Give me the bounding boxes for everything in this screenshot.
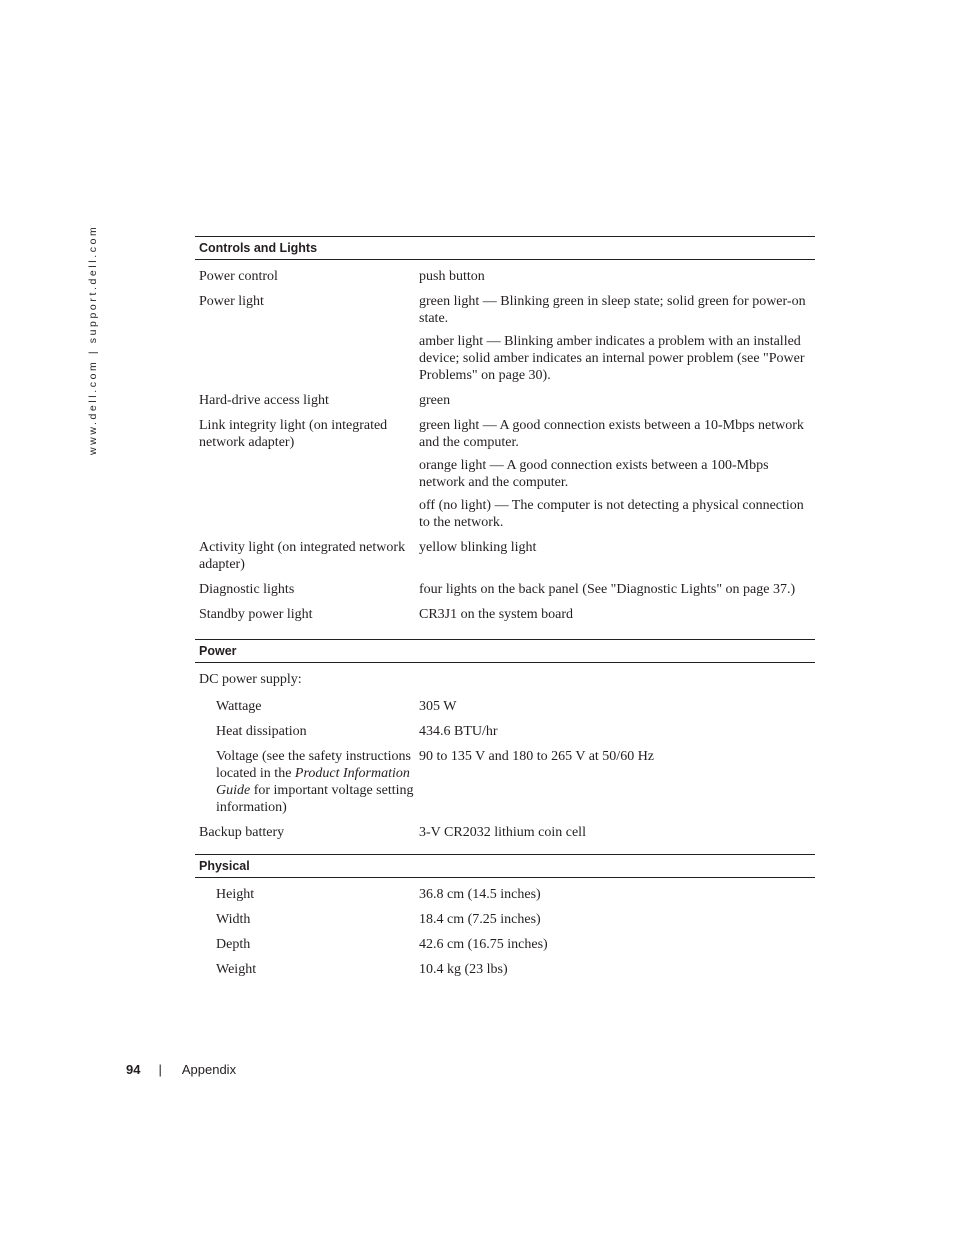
spec-label: Height [216, 887, 255, 902]
spec-label: Backup battery [199, 825, 285, 840]
spec-label: Width [216, 912, 251, 927]
spec-value: green light — A good connection exists between a 10-Mbps network and the computer. orange light — A good connection exists between a 100-Mbps network and the computer. off (no light) — The computer is not detecting a physical connection to the network. [419, 418, 804, 530]
footer-separator: | [158, 1062, 162, 1077]
section-title: Controls and Lights [195, 236, 815, 260]
table-row [195, 698, 815, 715]
spec-label: Depth [216, 937, 251, 952]
spec-label: Weight [216, 962, 257, 977]
table-row [195, 293, 815, 384]
table-row [195, 936, 815, 953]
spec-value: four lights on the back panel (See "Diagnostic Lights" on page 37.) [419, 582, 796, 597]
section-title: Physical [195, 854, 815, 878]
spec-label: Power control [199, 269, 278, 284]
spec-value: 18.4 cm (7.25 inches) [419, 912, 541, 927]
table-row [195, 417, 815, 531]
controls-and-lights-section [195, 236, 815, 623]
spec-label: Heat dissipation [216, 724, 307, 739]
table-row [195, 961, 815, 978]
power-section [195, 639, 815, 841]
page-footer [126, 1062, 236, 1077]
spec-value: green [419, 393, 451, 408]
spec-value: 10.4 kg (23 lbs) [419, 962, 508, 977]
side-url: www.dell.com | support.dell.com [87, 224, 99, 456]
spec-value: yellow blinking light [419, 540, 537, 555]
table-row [195, 886, 815, 903]
spec-value [419, 671, 815, 688]
table-row [195, 748, 815, 816]
spec-value: 3-V CR2032 lithium coin cell [419, 825, 586, 840]
spec-value: 305 W [419, 699, 457, 714]
spec-label: Standby power light [199, 607, 313, 622]
spec-label: Hard-drive access light [199, 393, 329, 408]
spec-value: 90 to 135 V and 180 to 265 V at 50/60 Hz [419, 749, 655, 764]
spec-value: 36.8 cm (14.5 inches) [419, 887, 541, 902]
table-row [195, 268, 815, 285]
table-row [195, 824, 815, 841]
spec-label: Power light [199, 294, 264, 309]
spec-label: DC power supply: [199, 672, 302, 687]
spec-value: green light — Blinking green in sleep state; solid green for power-on state. amber light — Blinking amber indicates a problem with an installed device; solid amber indicates an internal power problem (see "Power Problems" on page 30). [419, 294, 806, 383]
spec-value: 434.6 BTU/hr [419, 724, 498, 739]
table-row [195, 392, 815, 409]
spec-label: Voltage (see the safety instructions located in the Product Information Guide for important voltage setting information) [216, 749, 414, 815]
spec-value: push button [419, 269, 485, 284]
spec-value: 42.6 cm (16.75 inches) [419, 937, 548, 952]
table-row [195, 581, 815, 598]
table-row [195, 671, 815, 688]
spec-label: Wattage [216, 699, 262, 714]
table-row [195, 723, 815, 740]
spec-value: CR3J1 on the system board [419, 607, 573, 622]
footer-section-title: Appendix [181, 1062, 237, 1077]
spec-label: Link integrity light (on integrated network adapter) [199, 418, 388, 450]
spec-label: Diagnostic lights [199, 582, 295, 597]
table-row [195, 539, 815, 573]
page-number: 94 [126, 1062, 141, 1077]
table-row [195, 911, 815, 928]
table-row [195, 606, 815, 623]
section-title: Power [195, 639, 815, 663]
spec-label: Activity light (on integrated network adapter) [199, 540, 406, 572]
physical-section [195, 854, 815, 978]
